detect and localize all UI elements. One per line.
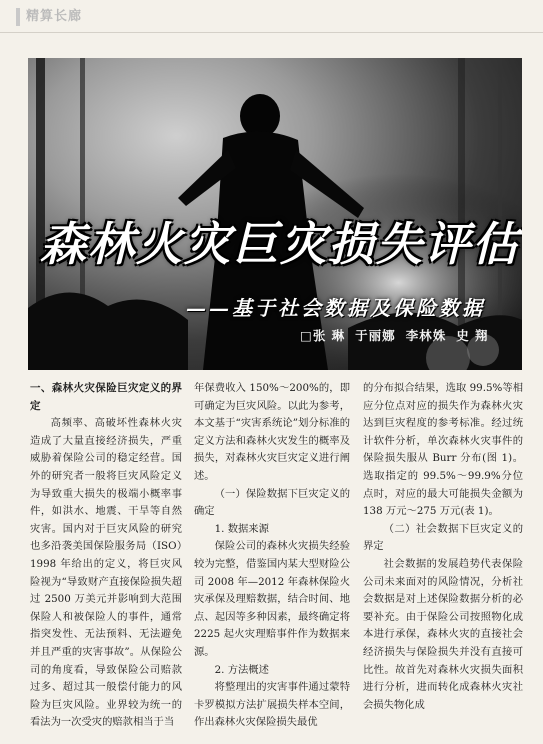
hero-image (28, 58, 522, 370)
author-list (300, 326, 520, 344)
section-heading: 一、森林火灾保险巨灾定义的界定 (30, 382, 182, 412)
author-name: 李林姝 (405, 328, 447, 343)
text-column-3 (363, 380, 523, 714)
author-name: 于丽娜 (355, 328, 396, 343)
column-tag: 精算长廊 (14, 6, 146, 28)
paragraph: 保险公司的森林火灾损失经验较为完整，借鉴国内某大型财险公司 2008 年—2012 年森林保险火灾承保及理赔数据，结合时间、地点、起因等多种因素，最终确定将 2225 起火灾理赔事件作为数据来源。 (194, 540, 350, 658)
paragraph: 高频率、高破坏性森林火灾造成了大量直接经济损失，严重威胁着保险公司的稳定经营。国外的研究者一般将巨灾风险定义为导致重大损失的极端小概率事件，如洪水、地震、干旱等自然灾害。国内对于巨灾风险的研究也多沿袭美国保险服务局（ISO）1998 年给出的定义，将巨灾风险视为“导致财产直接保险损失超过 2500 万美元并影响到大范围保险人和被保险人的事件，通常指突发性、无法预料、无法避免并且严重的灾害事故”。从保险公司的角度看，导致保险公司赔款过多、超过其一般偿付能力的风险为巨灾风险。业界较为统一的看法为一次受灾的赔款相当于当 (30, 417, 182, 729)
header-divider (0, 32, 543, 33)
subsection-heading: 2. 方法概述 (214, 663, 269, 676)
author-name: 张 琳 (312, 328, 346, 343)
paragraph: 年保费收入 150%～200%的，即可确定为巨灾风险。以此为参考，本文基于“灾害系统论”划分标准的定义方法和森林火灾发生的概率及损失，对森林火灾巨灾定义进行阐述。 (194, 382, 350, 482)
paragraph: 社会数据的发展趋势代表保险公司未来面对的风险情况，分析社会数据是对上述保险数据分析的必要补充。由于保险公司按照物化成本进行承保，森林火灾的直接社会经济损失与保险损失并没有直接可比性。故首先对森林火灾损失面积进行分析，进而转化成森林火灾社会损失物化成 (363, 557, 523, 711)
article-subtitle: ——基于社会数据及保险数据 (186, 296, 485, 320)
author-name: 史 翔 (456, 328, 489, 343)
subsection-heading: （二）社会数据下巨灾定义的界定 (363, 522, 523, 553)
text-column-2 (194, 380, 350, 732)
subsection-heading: 1. 数据来源 (214, 522, 269, 535)
text-column-1 (30, 380, 182, 732)
subsection-heading: （一）保险数据下巨灾定义的确定 (194, 487, 350, 518)
paragraph: 将整理出的灾害事件通过蒙特卡罗模拟方法扩展损失样本空间，作出森林火灾保险损失最优 (194, 681, 350, 729)
article-body (0, 380, 543, 744)
paragraph: 的分布拟合结果，选取 99.5%等相应分位点对应的损失作为森林火灾达到巨灾程度的参考标准。经过统计软件分析，单次森林火灾事件的保险损失服从 Burr 分布(图 1)。选取指定的 99.5%～99.9%分位点时，对应的最大可能损失金额为 138 万元～275 万元(表 1)。 (363, 382, 523, 518)
article-title: 森林火灾巨灾损失评估 (40, 217, 520, 271)
author-marker: □ (300, 328, 313, 343)
